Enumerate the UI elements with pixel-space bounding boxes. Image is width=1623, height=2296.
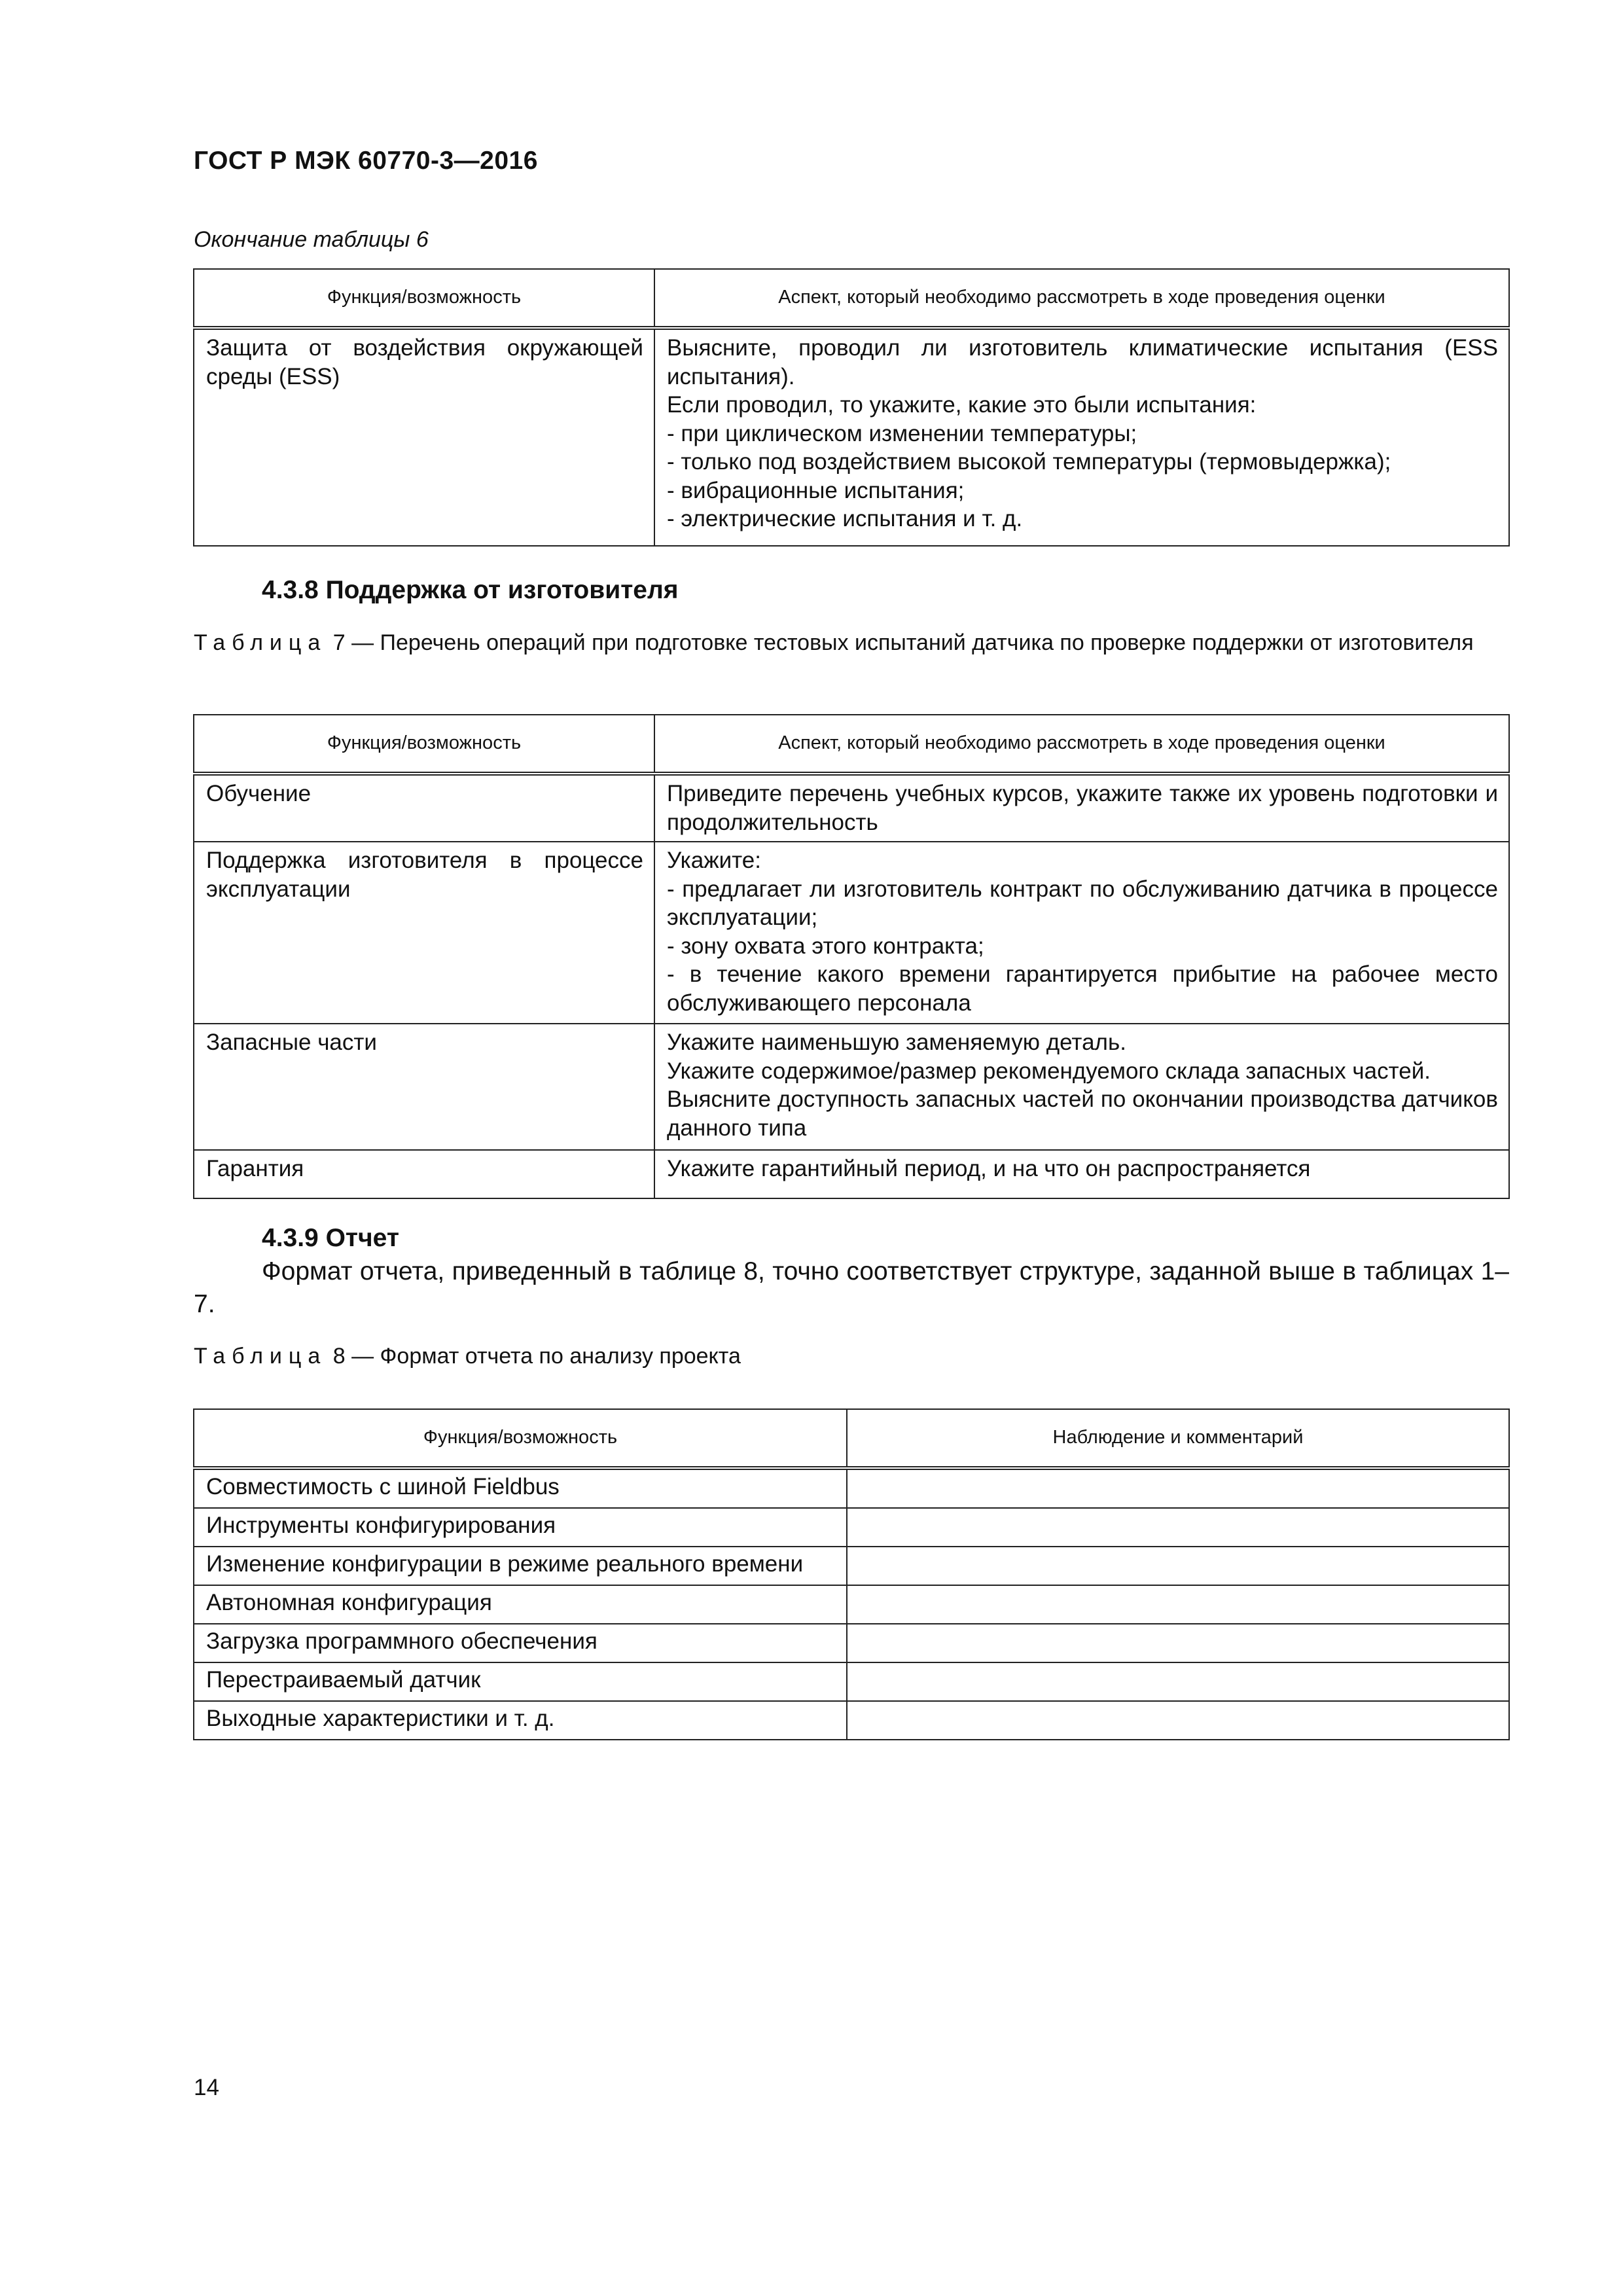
- aspect-cell: [654, 328, 1509, 546]
- function-cell: Перестраиваемый датчик: [194, 1662, 847, 1701]
- section-heading-4-3-8: 4.3.8 Поддержка от изготовителя: [262, 576, 679, 604]
- aspect-line: Выясните доступность запасных частей по окончании производства датчиков данного типа: [667, 1086, 1498, 1141]
- comment-cell: [847, 1701, 1509, 1740]
- table-word: Таблица: [194, 1344, 327, 1369]
- comment-cell: [847, 1547, 1509, 1585]
- comment-cell: [847, 1624, 1509, 1662]
- table-row: [194, 1468, 1509, 1508]
- function-cell: Загрузка программного обеспечения: [194, 1624, 847, 1662]
- table-row: [194, 842, 1509, 1024]
- table-row: [194, 1662, 1509, 1701]
- aspect-line: Выясните, проводил ли изготовитель климатические испытания (ESS испытания).: [667, 335, 1498, 389]
- aspect-line: Укажите содержимое/размер рекомендуемого склада запасных частей.: [667, 1058, 1431, 1084]
- table-row: [194, 774, 1509, 842]
- comment-cell: [847, 1468, 1509, 1508]
- section-4-3-9-paragraph: Формат отчета, приведенный в таблице 8, точно соответствует структуре, заданной выше в таблицах 1–7.: [194, 1257, 1509, 1318]
- function-cell: Инструменты конфигурирования: [194, 1508, 847, 1547]
- table-header-row: [194, 269, 1509, 328]
- column-header-function: Функция/возможность: [194, 715, 654, 774]
- comment-cell: [847, 1508, 1509, 1547]
- table7-caption: [194, 628, 1509, 657]
- function-cell: Выходные характеристики и т. д.: [194, 1701, 847, 1740]
- aspect-line: Приведите перечень учебных курсов, укажите также их уровень подготовки и продолжительность: [667, 781, 1498, 835]
- aspect-cell: [654, 1150, 1509, 1198]
- table-row: [194, 328, 1509, 546]
- aspect-line: Если проводил, то укажите, какие это были испытания:: [667, 392, 1257, 418]
- section-heading-4-3-9: 4.3.9 Отчет: [262, 1224, 399, 1252]
- function-cell: Совместимость с шиной Fieldbus: [194, 1468, 847, 1508]
- table-7: [193, 714, 1510, 1199]
- aspect-line: - предлагает ли изготовитель контракт по обслуживанию датчика в процессе эксплуатации;: [667, 876, 1498, 930]
- aspect-line: Укажите гарантийный период, и на что он распространяется: [667, 1156, 1311, 1181]
- column-header-aspect: Аспект, который необходимо рассмотреть в ходе проведения оценки: [654, 269, 1509, 328]
- table6-continuation-label: Окончание таблицы 6: [194, 227, 429, 252]
- column-header-function: Функция/возможность: [194, 1409, 847, 1468]
- table7-caption-text: 7 — Перечень операций при подготовке тестовых испытаний датчика по проверке поддержки от изготовителя: [327, 630, 1474, 655]
- aspect-line: - зону охвата этого контракта;: [667, 933, 984, 959]
- aspect-cell: [654, 842, 1509, 1024]
- table-row: [194, 1508, 1509, 1547]
- table-row: [194, 1024, 1509, 1150]
- table-6: [193, 268, 1510, 547]
- function-cell: Обучение: [194, 774, 654, 842]
- function-cell: Запасные части: [194, 1024, 654, 1150]
- standard-code: ГОСТ Р МЭК 60770-3—2016: [194, 147, 538, 175]
- table-word: Таблица: [194, 630, 327, 655]
- table-header-row: [194, 715, 1509, 774]
- table8-caption: [194, 1342, 1509, 1371]
- aspect-line: - только под воздействием высокой температуры (термовыдержка);: [667, 449, 1391, 475]
- aspect-line: - вибрационные испытания;: [667, 477, 965, 503]
- column-header-function: Функция/возможность: [194, 269, 654, 328]
- comment-cell: [847, 1585, 1509, 1624]
- table-header-row: [194, 1409, 1509, 1468]
- aspect-cell: [654, 1024, 1509, 1150]
- column-header-comment: Наблюдение и комментарий: [847, 1409, 1509, 1468]
- function-cell: Изменение конфигурации в режиме реального времени: [194, 1547, 847, 1585]
- function-cell: Защита от воздействия окружающей среды (ESS): [194, 328, 654, 546]
- table-row: [194, 1624, 1509, 1662]
- aspect-line: Укажите наименьшую заменяемую деталь.: [667, 1030, 1126, 1055]
- function-cell: Гарантия: [194, 1150, 654, 1198]
- aspect-line: Укажите:: [667, 848, 761, 873]
- table8-caption-text: 8 — Формат отчета по анализу проекта: [327, 1344, 741, 1369]
- function-cell: Поддержка изготовителя в процессе эксплуатации: [194, 842, 654, 1024]
- aspect-line: - при циклическом изменении температуры;: [667, 420, 1137, 446]
- aspect-line: - в течение какого времени гарантируется прибытие на рабочее место обслуживающего персонала: [667, 961, 1498, 1016]
- comment-cell: [847, 1662, 1509, 1701]
- page-number: 14: [194, 2075, 219, 2100]
- table-row: [194, 1547, 1509, 1585]
- function-cell: Автономная конфигурация: [194, 1585, 847, 1624]
- aspect-cell: [654, 774, 1509, 842]
- column-header-aspect: Аспект, который необходимо рассмотреть в ходе проведения оценки: [654, 715, 1509, 774]
- table-row: [194, 1585, 1509, 1624]
- table-row: [194, 1701, 1509, 1740]
- table-row: [194, 1150, 1509, 1198]
- aspect-line: - электрические испытания и т. д.: [667, 506, 1023, 531]
- table-8: [193, 1408, 1510, 1740]
